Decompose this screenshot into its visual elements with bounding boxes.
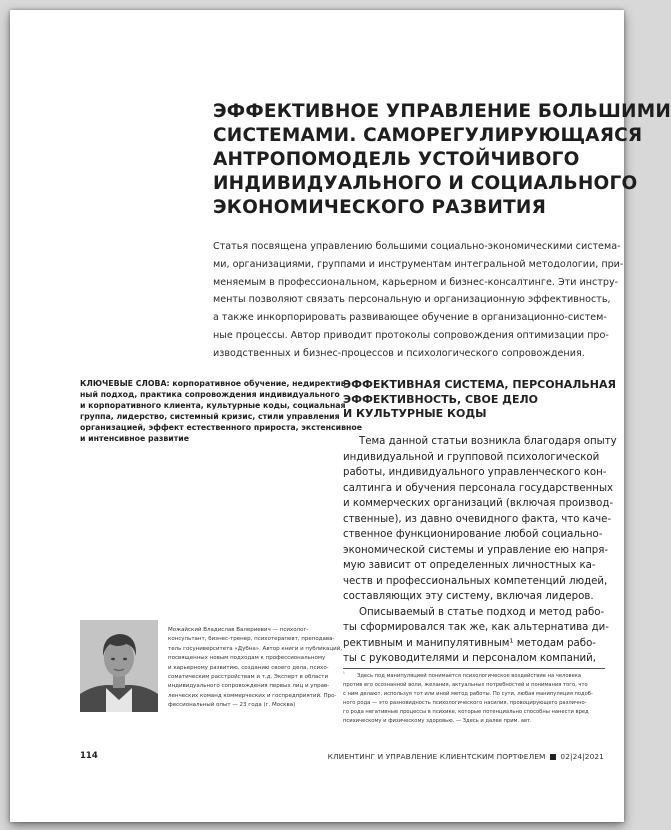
body-line: ственные), из давно очевидного факта, что каче- — [343, 513, 612, 525]
body-line: честв и профессиональных компетенций людей, — [343, 575, 608, 587]
journal-footer — [328, 752, 604, 761]
body-line: ственное функционирование любой социально- — [343, 529, 603, 540]
journal-page — [10, 10, 671, 822]
author-bio — [168, 626, 343, 711]
section-heading — [343, 378, 616, 422]
footnote-line: ного рода — это разновидность психологического насилия, провоцирующего различно- — [343, 699, 587, 706]
author-bio-line: тель госуниверситета «Дубна». Автор книги и публикаций, — [168, 645, 343, 652]
body-line: индивидуальной и групповой психологической — [343, 451, 600, 463]
footnote-line: психическому и физическому здоровью. — Здесь и далее прим. авт. — [343, 717, 532, 724]
keywords-line: организацией, эффект естественного прироста, экстенсивное — [80, 423, 363, 432]
title-line: ЭФФЕКТИВНОЕ УПРАВЛЕНИЕ БОЛЬШИМИ — [213, 101, 671, 122]
body-line: салтинга и обучения персонала государственных — [343, 482, 614, 494]
author-bio-line: консультант, бизнес-тренер, психотерапевт, преподава- — [168, 636, 335, 643]
section-heading-line: ЭФФЕКТИВНАЯ СИСТЕМА, ПЕРСОНАЛЬНАЯ — [343, 378, 616, 391]
keywords-line: КЛЮЧЕВЫЕ СЛОВА: корпоративное обучение, недиректив- — [80, 379, 349, 388]
author-photo — [80, 620, 158, 712]
keywords-line: и корпоративного клиента, культурные коды, социальная — [80, 401, 346, 410]
footnote-line: против его осознанной воли, желания, актуальных потребностей и понимания того, что — [343, 681, 588, 688]
author-portrait-image — [80, 620, 158, 712]
abstract-line: а также инкорпорировать развивающее обучение в организационно-систем- — [213, 312, 607, 324]
keywords-block — [80, 378, 363, 444]
section-heading-line: ЭФФЕКТИВНОСТЬ, СВОЕ ДЕЛО — [343, 392, 538, 406]
body-line: экономической системы и управление ею напря- — [343, 544, 609, 556]
footnote-divider — [343, 668, 605, 669]
footnote-mark: ¹ — [343, 672, 345, 677]
body-line: и коммерческих организаций (включая производ- — [343, 498, 614, 509]
section-heading-line: И КУЛЬТУРНЫЕ КОДЫ — [343, 407, 487, 420]
title-line: СИСТЕМАМИ. САМОРЕГУЛИРУЮЩАЯСЯ — [213, 125, 643, 146]
footnote-line: го рода негативные процессы в психике, которые потенциально способны нанести вред — [343, 708, 589, 715]
footnote-line: с ним делают, используя тот или иной метод работы. По сути, любая манипуляция подоб- — [343, 690, 593, 697]
body-line: работы, индивидуального управленческого кон- — [343, 467, 607, 478]
keywords-line: группа, лидерство, системный кризис, стили управления — [80, 412, 340, 421]
footnote-line-text: Здесь под манипуляцией понимается психологическое воздействие на человека — [357, 673, 582, 679]
abstract-line: ми, организациями, группами и инструментам интегральной методологии, при- — [213, 258, 624, 270]
author-bio-line: Можайский Владислав Валериевич — психолог- — [168, 627, 309, 633]
footnote-line — [343, 672, 605, 681]
body-text — [343, 434, 617, 667]
body-line: Описываемый в статье подход и метод рабо- — [359, 606, 605, 618]
author-bio-line: фессиональный опыт — 23 года (г. Москва) — [168, 702, 296, 709]
article-abstract — [213, 238, 624, 363]
author-bio-line: ленческих команд коммерческих и госпредприятий. Про- — [168, 692, 337, 699]
title-line: ИНДИВИДУАЛЬНОГО И СОЦИАЛЬНОГО — [213, 173, 638, 194]
footnote — [343, 672, 605, 725]
author-bio-line: индивидуального сопровождения первых лиц и управ- — [168, 683, 330, 690]
body-line: мую зависит от определенных личностных ка- — [343, 560, 596, 571]
body-line: ты с руководителями и персоналом компаний, — [343, 653, 597, 664]
journal-issue: 02|24|2021 — [560, 752, 604, 761]
abstract-line: Статья посвящена управлению большими социально-экономическими система- — [213, 241, 621, 252]
body-line: составляющих эту систему, включая лидеров. — [343, 591, 594, 602]
abstract-line: изводственных и бизнес-процессов и психологического сопровождения. — [213, 347, 585, 359]
title-line: ЭКОНОМИЧЕСКОГО РАЗВИТИЯ — [213, 197, 547, 218]
author-bio-line: посвященных новым подходам к профессиональному — [168, 655, 326, 662]
keywords-line: и интенсивное развитие — [80, 434, 190, 443]
keywords-line: ный подход, практика сопровождения индивидуального — [80, 390, 340, 399]
body-line: ты сформировался так же, как альтернатива ди- — [343, 622, 609, 633]
article-title — [213, 100, 671, 220]
body-line: рективным и манипулятивным¹ методам рабо- — [343, 637, 596, 649]
page-number: 114 — [80, 751, 98, 761]
author-bio-line: и карьерному развитию, созданию своего дела, психо- — [168, 664, 329, 671]
square-separator-icon — [550, 754, 556, 760]
abstract-line: менты позволяют связать персональную и организационную эффективность, — [213, 294, 611, 306]
title-line: АНТРОПОМОДЕЛЬ УСТОЙЧИВОГО — [213, 149, 580, 170]
abstract-line: меняемым в профессиональном, карьерном и бизнес-консалтинге. Эти инстру- — [213, 276, 619, 288]
author-bio-line: соматическим расстройствам и т.д. Эксперт в области — [168, 674, 329, 681]
journal-name: КЛИЕНТИНГ И УПРАВЛЕНИЕ КЛИЕНТСКИМ ПОРТФЕЛЕМ — [327, 752, 546, 761]
abstract-line: ные процессы. Автор приводит протоколы сопровождения оптимизации про- — [213, 329, 609, 341]
body-line: Тема данной статьи возникла благодаря опыту — [359, 436, 617, 447]
